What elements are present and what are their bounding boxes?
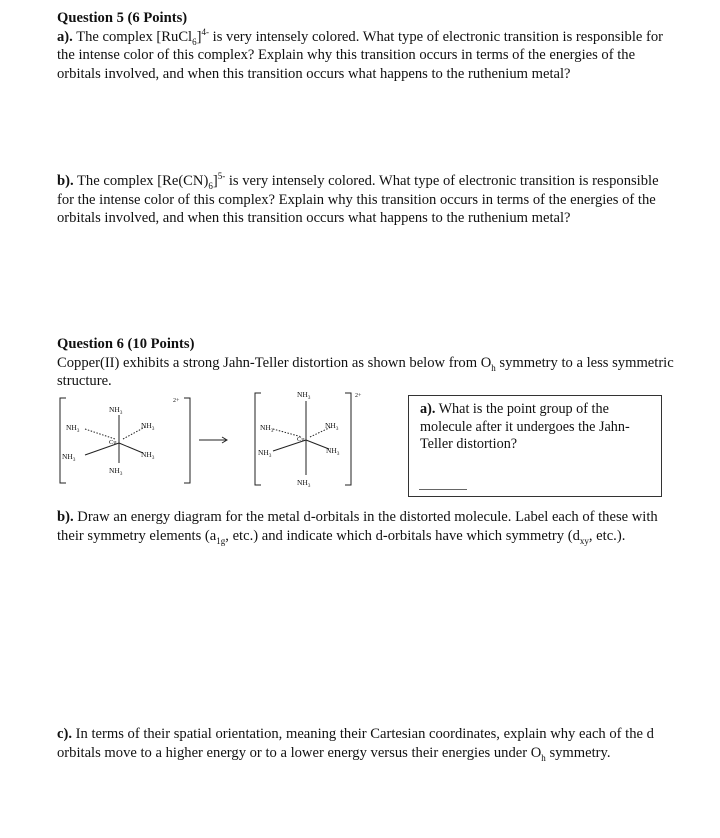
right-metal: Cu (297, 436, 305, 443)
answer-line[interactable] (419, 489, 467, 490)
q5b-text-1: The complex [Re(CN) (73, 173, 209, 189)
left-ligand-top: $NH_3$ (109, 405, 123, 416)
q6-intro-1: Copper(II) exhibits a strong Jahn-Teller distortion as shown below from O (57, 354, 492, 371)
q5b-text-2: ] (212, 173, 218, 189)
part-b-label: b). (57, 173, 74, 189)
q5b-sub: 6 (208, 180, 213, 191)
question-6a-box (408, 395, 662, 497)
left-ligand-bottom: $NH_3$ (109, 466, 123, 477)
right-bracket-close (345, 393, 351, 485)
q6b-text-3: , etc.). (588, 527, 626, 544)
left-ligand-se: $NH_3$ (141, 450, 155, 461)
right-charge: 2+ (355, 393, 362, 399)
q5b-charge: 5- (217, 171, 226, 182)
question-6c (57, 725, 677, 762)
q6a-question: What is the point group of the molecule after it undergoes the Jahn-Teller distortion? (420, 401, 630, 452)
right-ligand-ne: $NH_3$ (325, 421, 339, 432)
left-bracket-close (184, 398, 190, 483)
jahn-teller-diagram (57, 387, 387, 495)
q6c-sub: h (541, 752, 546, 763)
question-6b-text (57, 508, 677, 545)
q5a-text-1: The complex [RuCl (72, 28, 193, 45)
right-ligand-sw: $NH_3$ (258, 448, 272, 459)
left-ligand-ne: $NH_3$ (141, 421, 155, 432)
left-ligand-sw: $NH_3$ (62, 452, 76, 463)
question-5 (57, 9, 677, 83)
q6b-sub-1: 1g (216, 535, 226, 546)
question-6-title: Question 6 (10 Points) (57, 336, 195, 352)
question-5b (57, 172, 677, 228)
question-5b-text (57, 172, 677, 228)
q5a-text-3: is very intensely colored. What type of electronic transition is responsible for the intense color of this complex? Explain why this transition occurs in terms of the energies of the orbitals involved, and when this transition occurs what happens to the ruthenium metal? (57, 28, 664, 82)
question-5a-text (57, 28, 677, 84)
q5b-text-3: is very intensely colored. What type of electronic transition is responsible for the intense color of this complex? Explain why this transition occurs in terms of the energies of the orbitals involved, and when this transition occurs what happens to the ruthenium metal? (57, 173, 659, 226)
q5a-charge: 4- (201, 26, 209, 37)
question-6 (57, 335, 677, 391)
q6c-label: c). (57, 726, 72, 742)
right-ligand-se: $NH_3$ (326, 446, 340, 457)
q6b-text-1: Draw an energy diagram for the metal d-orbitals in the distorted molecule. Label each of these with their symmetry elements (a (57, 509, 658, 544)
left-bond-nw (85, 429, 115, 439)
q6c-text-1: In terms of their spatial orientation, meaning their Cartesian coordinates, explain why each of the d orbitals move to a higher energy or to a lower energy versus their energies under O (57, 726, 654, 761)
q6c-text-2: symmetry. (545, 744, 611, 761)
q5a-text-2: ] (196, 28, 202, 45)
part-a-label: a). (57, 28, 73, 45)
q6b-text-2: , etc.) and indicate which d-orbitals have which symmetry (d (225, 527, 580, 544)
q6b-label: b). (57, 509, 74, 525)
q6-intro-sub: h (491, 362, 496, 373)
left-metal: Cu (109, 439, 117, 446)
question-6c-text (57, 725, 677, 762)
left-charge: 2+ (173, 398, 180, 404)
question-6-intro (57, 354, 677, 391)
left-bond-se (119, 443, 143, 453)
q6b-sub-2: xy (579, 535, 589, 546)
q6-intro-2: symmetry to a less symmetric structure. (57, 354, 674, 389)
right-bracket-open (255, 393, 261, 485)
question-5-title: Question 5 (6 Points) (57, 10, 188, 26)
left-bracket-open (60, 398, 66, 483)
right-ligand-nw: $NH_3$ (260, 423, 274, 434)
question-6b (57, 508, 677, 545)
right-ligand-bottom: $NH_3$ (297, 478, 311, 489)
left-ligand-nw: $NH_3$ (66, 423, 80, 434)
question-6a-text (420, 401, 656, 454)
q5a-sub: 6 (192, 36, 197, 47)
q6a-label: a). (420, 401, 436, 417)
right-ligand-top: $NH_3$ (297, 390, 311, 401)
